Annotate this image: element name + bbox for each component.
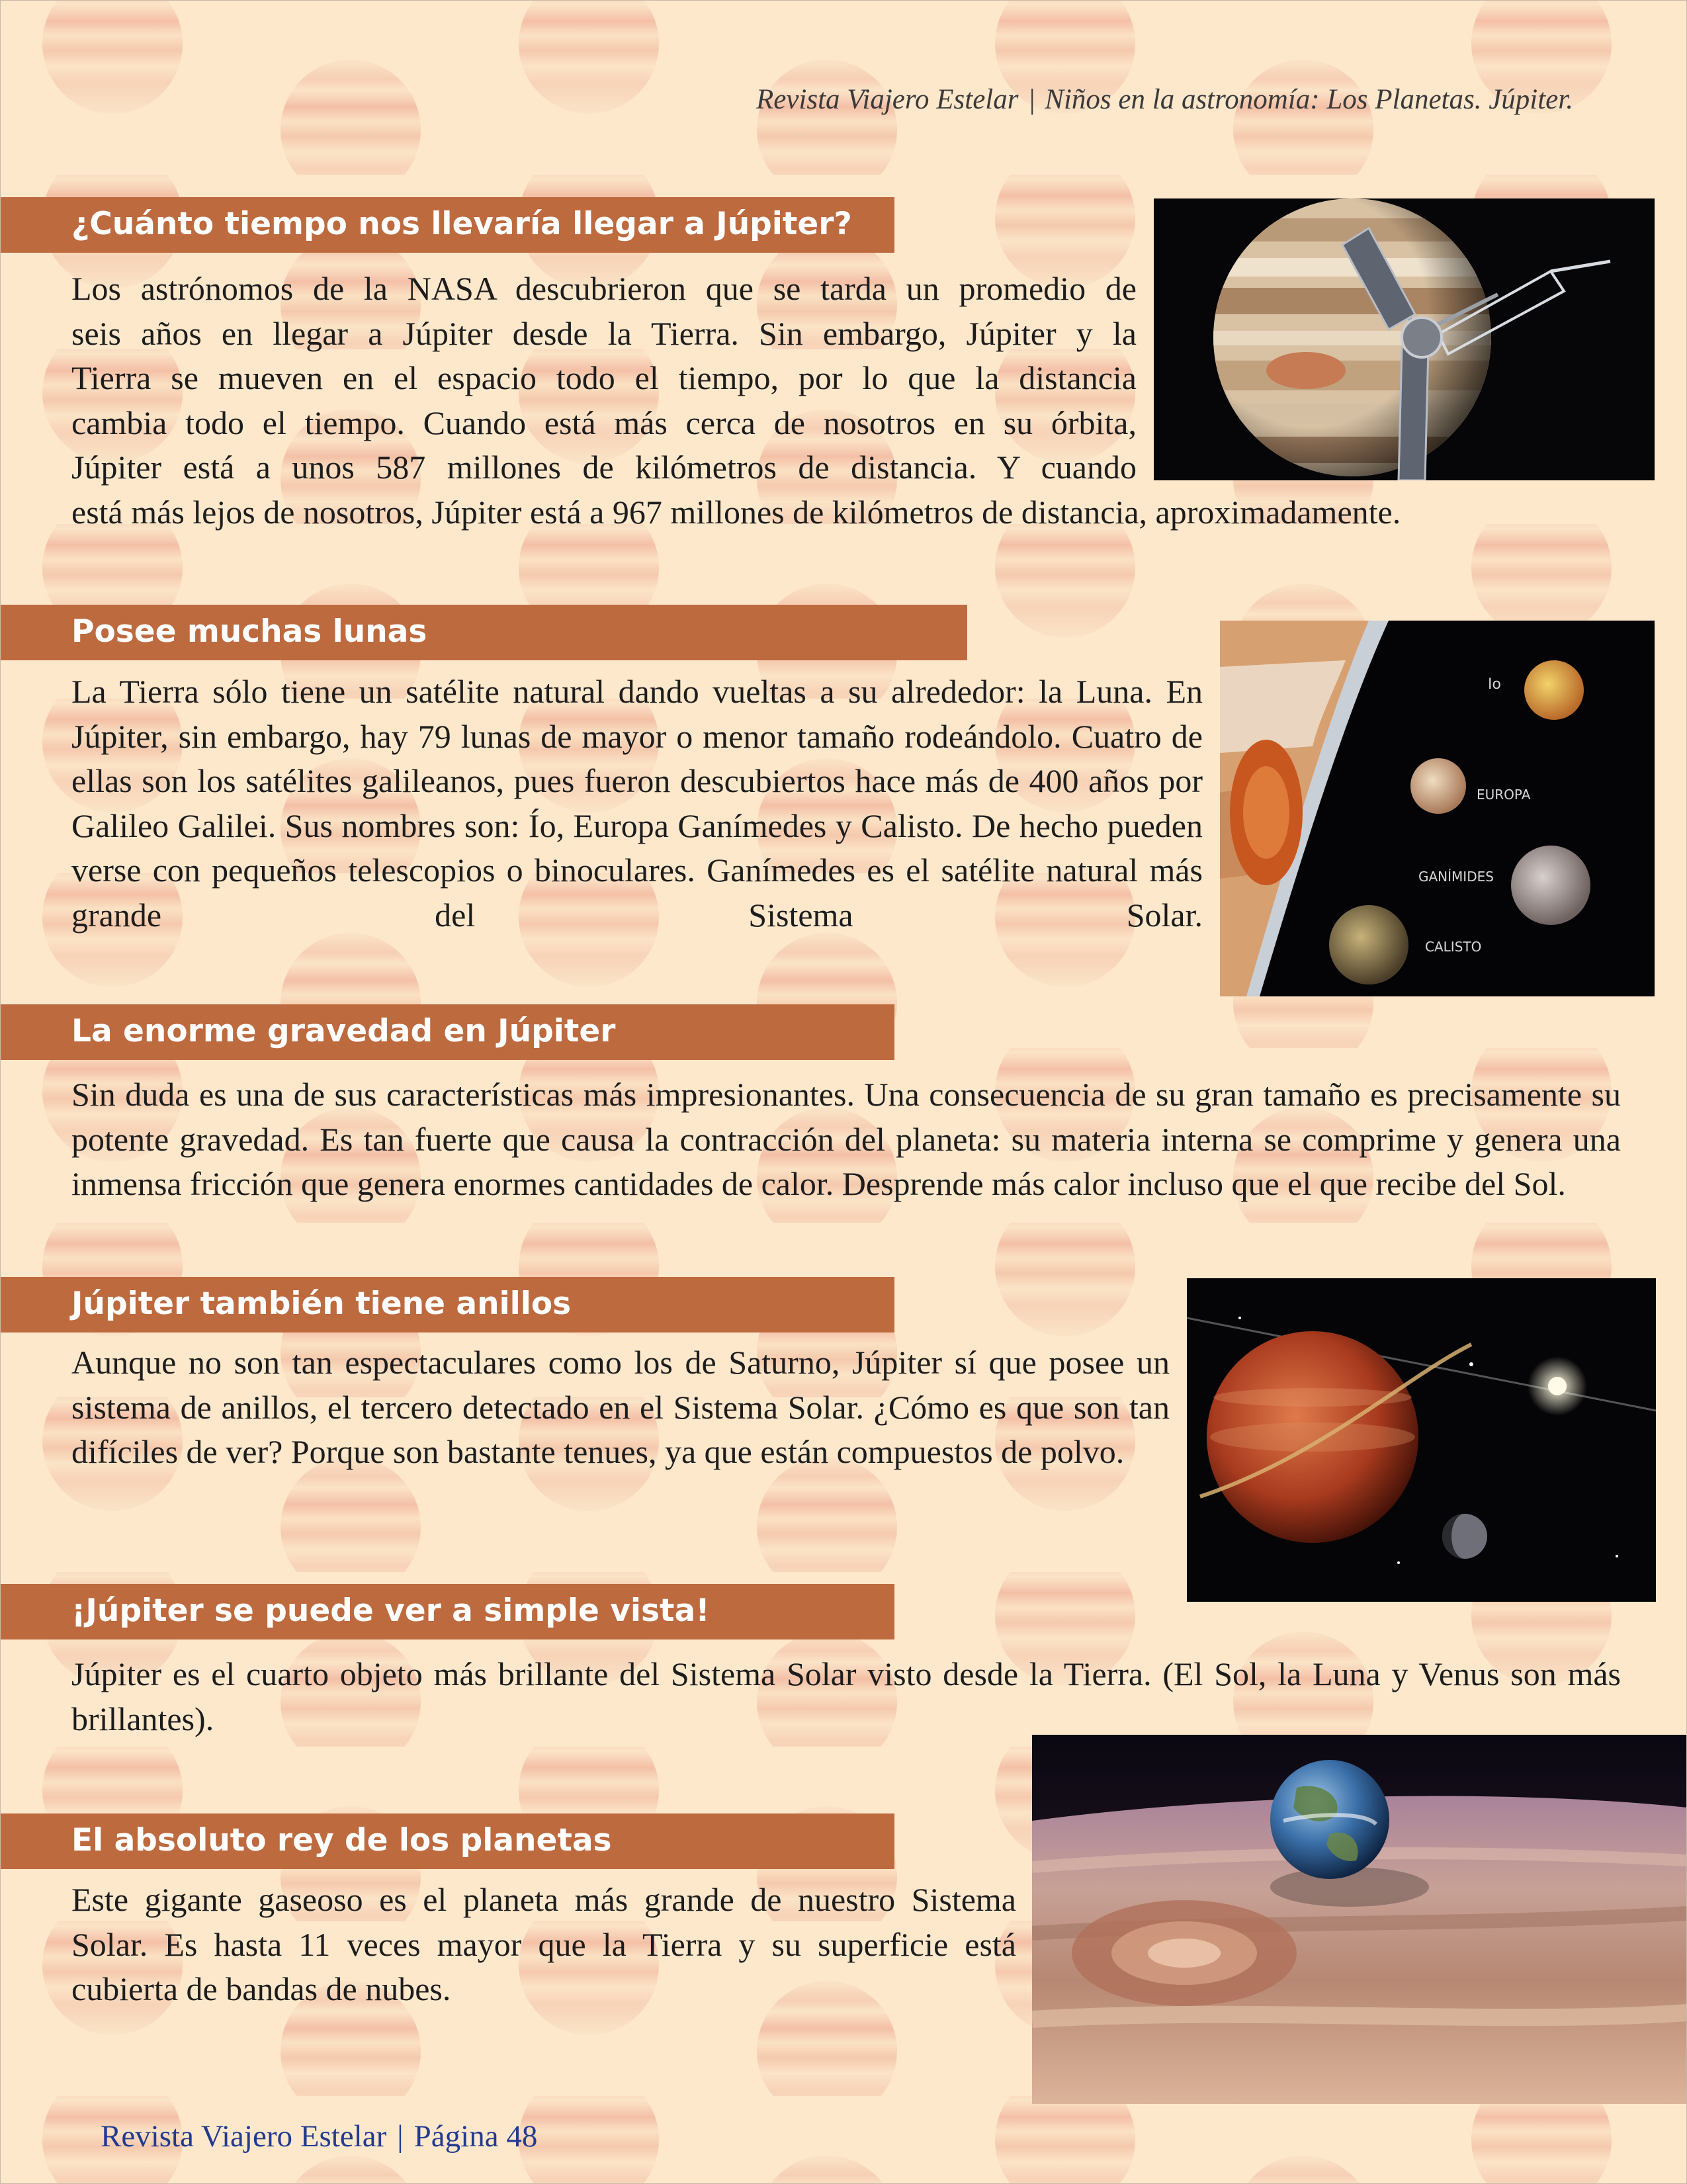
section-heading-travel-time — [0, 197, 894, 253]
juno-jupiter-photo — [1154, 198, 1655, 480]
section-text-travel-time-tail: está más lejos de nosotros, Júpiter está a 967 millones de kilómetros de distancia, aproximadamente. — [71, 494, 1401, 531]
section-heading-rings — [0, 1277, 894, 1332]
footer-separator: | — [397, 2119, 404, 2154]
section-heading-label: Júpiter también tiene anillos — [71, 1286, 572, 1322]
earth-over-jupiter-photo — [1032, 1735, 1687, 2104]
footer-page-number: Página 48 — [413, 2119, 538, 2154]
section-text-gravity: Sin duda es una de sus características más impresionantes. Una consecuencia de su gran tamaño es precisamente su potente gravedad. Es tan fuerte que causa la contracción del planeta: su materia interna se comprime y genera una inmensa fricción que genera enormes cantidades de calor. Desprende más calor incluso que el que recibe del Sol. — [71, 1076, 1621, 1202]
section-heading-moons — [0, 605, 967, 660]
moon-label-io: Io — [1488, 676, 1501, 693]
galilean-moons-photo — [1220, 621, 1655, 996]
page-footer — [101, 2118, 537, 2154]
jupiter-rings-photo — [1187, 1278, 1656, 1602]
section-text-moons: La Tierra sólo tiene un satélite natural dando vueltas a su alrededor: la Luna. En Júpiter, sin embargo, hay 79 lunas de mayor o menor tamaño rodeándolo. Cuatro de ellas son los satélites galileanos, pues fueron descubiertos hace más de 400 años por Galileo Galilei. Sus nombres son: Ío, Europa Ganímedes y Calisto. De hecho pueden verse con pequeños telescopios o binoculares. Ganímedes es el satélite natural más grande del Sistema Solar. — [71, 673, 1203, 934]
moon-label-ganimedes: GANÍMIDES — [1418, 869, 1494, 885]
section-heading-gravity — [0, 1004, 894, 1060]
text-line: cambia todo el tiempo. Cuando está más cerca de nosotros en su órbita, — [71, 404, 1137, 441]
text-line: Júpiter está a unos 587 millones de kilómetros de distancia. Y cuando — [71, 449, 1137, 486]
section-text-travel-time — [71, 267, 1137, 490]
section-heading-label: El absoluto rey de los planetas — [71, 1822, 612, 1858]
section-heading-label: La enorme gravedad en Júpiter — [71, 1013, 616, 1049]
header-separator: | — [1027, 84, 1036, 115]
section-heading-label: ¿Cuánto tiempo nos llevaría llegar a Júpiter? — [71, 206, 852, 242]
moon-label-calisto: CALISTO — [1425, 939, 1482, 955]
text-line: seis años en llegar a Júpiter desde la Tierra. Sin embargo, Júpiter y la — [71, 314, 1137, 352]
header-subtitle: Niños en la astronomía: Los Planetas. Júpiter. — [1045, 84, 1573, 115]
footer-magazine-name: Revista Viajero Estelar — [101, 2119, 387, 2154]
running-header — [756, 83, 1573, 116]
section-text-rings: Aunque no son tan espectaculares como los de Saturno, Júpiter sí que posee un sistema de anillos, el tercero detectado en el Sistema Solar. ¿Cómo es que son tan difíciles de ver? Porque son bastante tenues, ya que están compuestos de polvo. — [71, 1344, 1170, 1470]
section-text-king: Este gigante gaseoso es el planeta más grande de nuestro Sistema Solar. Es hasta 11 veces mayor que la Tierra y su superficie está cubierta de bandas de nubes. — [71, 1881, 1016, 2007]
text-line: Los astrónomos de la NASA descubrieron que se tarda un promedio de — [71, 270, 1137, 307]
text-line: Tierra se mueven en el espacio todo el tiempo, por lo que la distancia — [71, 359, 1137, 396]
section-heading-king — [0, 1813, 894, 1869]
section-heading-visible — [0, 1584, 894, 1639]
moon-label-europa: EUROPA — [1477, 787, 1531, 803]
header-magazine-name: Revista Viajero Estelar — [756, 84, 1019, 115]
section-heading-label: Posee muchas lunas — [71, 613, 427, 650]
section-heading-label: ¡Júpiter se puede ver a simple vista! — [71, 1593, 710, 1629]
section-text-visible: Júpiter es el cuarto objeto más brillante del Sistema Solar visto desde la Tierra. (El Sol, la Luna y Venus son más brillantes). — [71, 1655, 1621, 1737]
